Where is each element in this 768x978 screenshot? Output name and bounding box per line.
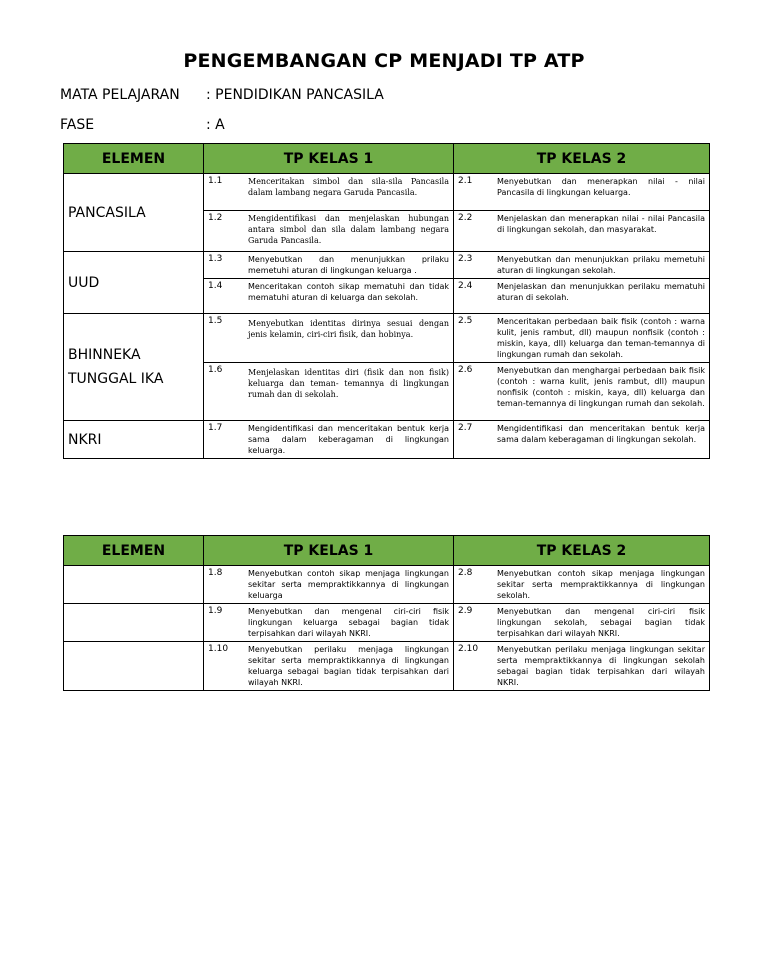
tp-number: 1.9 [208,606,223,616]
tp-description: Menyebutkan identitas dirinya sesuai dengan jenis kelamin, ciri-ciri fisik, dan hobinya. [248,319,449,339]
tp-number: 2.6 [458,365,473,375]
header-tp-kelas-1: TP KELAS 1 [204,536,454,566]
tp-description: Menyebutkan contoh sikap menjaga lingkungan sekitar serta mempraktikkannya di lingkungan keluarga [248,569,449,600]
header-tp-kelas-1: TP KELAS 1 [204,144,454,174]
page-title: PENGEMBANGAN CP MENJADI TP ATP [183,50,585,72]
tp-description: Mengidentifikasi dan menceritakan bentuk kerja sama dalam keberagaman di lingkungan keluarga. [248,424,449,455]
tp-number: 2.2 [458,213,473,223]
mapel-row [60,87,384,103]
tp-number: 1.4 [208,281,223,291]
tp-description: Menyebutkan dan mengenal ciri-ciri fisik lingkungan keluarga sebagai bagian tidak terpisahkan dari wilayah NKRI. [248,607,449,638]
mapel-label: MATA PELAJARAN [60,87,180,103]
tp-description: Menyebutkan perilaku menjaga lingkungan sekitar serta mempraktikkannya di lingkungan keluarga sebagai bagian tidak terpisahkan dari wilayah NKRI. [248,645,449,687]
tp-description: Menceritakan contoh sikap mematuhi dan tidak mematuhi aturan di keluarga dan sekolah. [248,282,449,302]
element-uud: UUD [64,252,204,314]
tp-description: Menyebutkan dan menghargai perbedaan baik fisik (contoh : warna kulit, jenis rambut, dll) maupun nonfisik (contoh : miskin, kaya, dll) keluarga dan teman-temannya di lingkungan rumah dan sekolah. [497,366,705,408]
element-empty [64,604,204,642]
tp-number: 2.8 [458,568,473,578]
tp-description: Mengidentifikasi dan menceritakan bentuk kerja sama dalam keberagaman di lingkungan sekolah. [497,424,705,444]
tp-number: 1.6 [208,365,223,375]
tp-description: Menceritakan simbol dan sila-sila Pancasila dalam lambang negara Garuda Pancasila. [248,177,449,197]
fase-row [60,117,225,133]
element-empty [64,642,204,691]
tp-description: Menjelaskan identitas diri (fisik dan non fisik) keluarga dan teman- temannya di lingkungan rumah dan di sekolah. [248,368,449,399]
tp-description: Menyebutkan perilaku menjaga lingkungan sekitar serta mempraktikkannya di lingkungan sekolah sebagai bagian tidak terpisahkan dari wilayah NKRI. [497,645,705,687]
tp-number: 1.2 [208,213,223,223]
tp-number: 1.7 [208,423,223,433]
element-nkri: NKRI [64,421,204,459]
tp-table-2 [63,535,710,691]
fase-value: : A [206,117,225,133]
header-elemen: ELEMEN [64,144,204,174]
tp-number: 1.5 [208,316,223,326]
tp-table-1 [63,143,710,459]
table-header-row [64,536,710,566]
element-pancasila: PANCASILA [64,174,204,252]
header-tp-kelas-2: TP KELAS 2 [454,144,710,174]
tp-description: Menyebutkan dan menunjukkan prilaku memetuhi aturan di lingkungan keluarga . [248,255,449,275]
tp-number: 1.1 [208,176,223,186]
fase-label: FASE [60,117,95,133]
tp-description: Menceritakan perbedaan baik fisik (contoh : warna kulit, jenis rambut, dll) maupun nonfisik (contoh : miskin, kaya, dll) keluarga dan teman-temannya di lingkungan rumah dan sekolah. [497,317,705,359]
tp-description: Menyebutkan dan menunjukkan prilaku memetuhi aturan di lingkungan sekolah. [497,255,705,275]
tp-number: 2.4 [458,281,473,291]
table-row [64,421,710,459]
tp-description: Menyebutkan dan mengenal ciri-ciri fisik lingkungan sekolah, sebagai bagian tidak terpisahkan dari wilayah NKRI. [497,607,705,638]
tp-description: Menyebutkan dan menerapkan nilai - nilai Pancasila di lingkungan keluarga. [497,177,705,197]
tp-number: 2.5 [458,316,473,326]
tp-number: 2.7 [458,423,473,433]
element-bhinneka-tunggal-ika: BHINNEKA TUNGGAL IKA [64,314,204,421]
element-empty [64,566,204,604]
tp-number: 2.1 [458,176,473,186]
tp-number: 1.10 [208,644,229,654]
tp-description: Menjelaskan dan menunjukkan perilaku mematuhi aturan di sekolah. [497,282,705,302]
table-row [64,314,710,363]
tp-description: Menyebutkan contoh sikap menjaga lingkungan sekitar serta mempraktikkannya di lingkungan sekolah. [497,569,705,600]
mapel-value: : PENDIDIKAN PANCASILA [206,87,384,103]
tp-description: Mengidentifikasi dan menjelaskan hubungan antara simbol dan sila dalam lambang negara Garuda Pancasila. [248,214,449,245]
tp-number: 1.8 [208,568,223,578]
table-row [64,642,710,691]
header-tp-kelas-2: TP KELAS 2 [454,536,710,566]
table-header-row [64,144,710,174]
table-row [64,604,710,642]
table-row [64,566,710,604]
tp-number: 2.3 [458,254,473,264]
header-elemen: ELEMEN [64,536,204,566]
table-row [64,174,710,211]
tp-number: 2.10 [458,644,479,654]
tp-number: 1.3 [208,254,223,264]
table-row [64,252,710,279]
tp-number: 2.9 [458,606,473,616]
tp-description: Menjelaskan dan menerapkan nilai - nilai Pancasila di lingkungan sekolah, dan masyarakat. [497,214,705,234]
